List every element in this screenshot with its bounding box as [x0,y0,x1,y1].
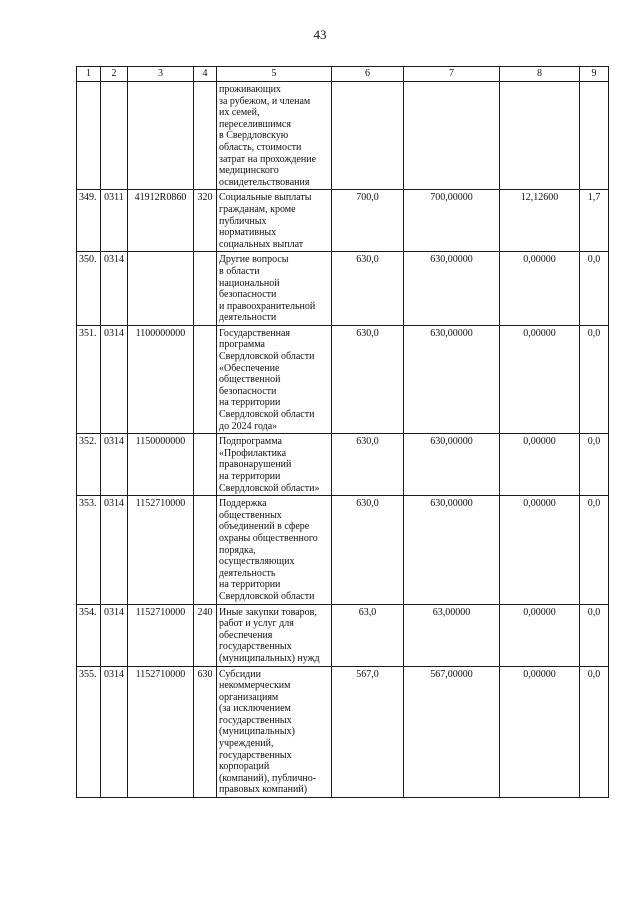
header-cell: 2 [101,67,128,82]
budget-table [76,66,609,798]
table-body [77,82,609,798]
percent-cell: 0,0 [580,604,609,666]
executed-amount-cell [500,82,580,190]
percent-cell: 0,0 [580,666,609,798]
executed-amount-cell: 0,00000 [500,604,580,666]
target-code-cell [128,252,194,326]
percent-cell: 0,0 [580,325,609,433]
table-row [77,190,609,252]
row-number-cell: 351. [77,325,101,433]
header-cell: 4 [194,67,217,82]
section-code-cell: 0314 [101,604,128,666]
item-name-cell: Поддержка общественных объединений в сфере охраны общественного порядка, осуществляющих деятельность на территории Свердловской области [217,496,332,604]
percent-cell [580,82,609,190]
percent-cell: 1,7 [580,190,609,252]
expense-type-cell [194,434,217,496]
expense-type-cell [194,325,217,433]
target-code-cell: 1152710000 [128,496,194,604]
header-cell: 8 [500,67,580,82]
percent-cell: 0,0 [580,496,609,604]
target-code-cell: 1150000000 [128,434,194,496]
table-row [77,604,609,666]
row-number-cell: 352. [77,434,101,496]
target-code-cell: 1100000000 [128,325,194,433]
section-code-cell: 0314 [101,325,128,433]
row-number-cell: 355. [77,666,101,798]
page-number: 43 [313,27,327,42]
row-number-cell [77,82,101,190]
target-code-cell: 1152710000 [128,604,194,666]
approved-amount-cell: 700,00000 [404,190,500,252]
header-row [77,67,609,82]
executed-amount-cell: 0,00000 [500,252,580,326]
expense-type-cell: 630 [194,666,217,798]
header-cell: 9 [580,67,609,82]
section-code-cell [101,82,128,190]
header-cell: 1 [77,67,101,82]
row-number-cell: 350. [77,252,101,326]
percent-cell: 0,0 [580,252,609,326]
header-cell: 7 [404,67,500,82]
executed-amount-cell: 0,00000 [500,666,580,798]
executed-amount-cell: 0,00000 [500,496,580,604]
target-code-cell: 41912R0860 [128,190,194,252]
target-code-cell: 1152710000 [128,666,194,798]
percent-cell: 0,0 [580,434,609,496]
item-name-cell: Государственная программа Свердловской области «Обеспечение общественной безопасности на территории Свердловской области до 2024 года» [217,325,332,433]
table-row [77,666,609,798]
item-name-cell: Иные закупки товаров, работ и услуг для обеспечения государственных (муниципальных) нужд [217,604,332,666]
section-code-cell: 0314 [101,666,128,798]
executed-amount-cell: 12,12600 [500,190,580,252]
approved-amount-cell [404,82,500,190]
planned-amount-cell: 630,0 [332,325,404,433]
table-row [77,325,609,433]
planned-amount-cell: 630,0 [332,434,404,496]
expense-type-cell: 320 [194,190,217,252]
section-code-cell: 0311 [101,190,128,252]
approved-amount-cell: 630,00000 [404,496,500,604]
planned-amount-cell: 630,0 [332,252,404,326]
approved-amount-cell: 63,00000 [404,604,500,666]
item-name-cell: проживающих за рубежом, и членам их семей, переселившимся в Свердловскую область, стоимости затрат на прохождение медицинского освидетельствования [217,82,332,190]
row-number-cell: 354. [77,604,101,666]
item-name-cell: Подпрограмма «Профилактика правонарушений на территории Свердловской области» [217,434,332,496]
item-name-cell: Другие вопросы в области национальной безопасности и правоохранительной деятельности [217,252,332,326]
approved-amount-cell: 630,00000 [404,325,500,433]
header-cell: 3 [128,67,194,82]
table-row [77,434,609,496]
planned-amount-cell [332,82,404,190]
executed-amount-cell: 0,00000 [500,325,580,433]
expense-type-cell [194,496,217,604]
expense-type-cell [194,252,217,326]
header-cell: 6 [332,67,404,82]
expense-type-cell: 240 [194,604,217,666]
approved-amount-cell: 567,00000 [404,666,500,798]
approved-amount-cell: 630,00000 [404,434,500,496]
expense-type-cell [194,82,217,190]
section-code-cell: 0314 [101,434,128,496]
planned-amount-cell: 700,0 [332,190,404,252]
planned-amount-cell: 567,0 [332,666,404,798]
item-name-cell: Социальные выплаты гражданам, кроме публичных нормативных социальных выплат [217,190,332,252]
row-number-cell: 353. [77,496,101,604]
table-row [77,82,609,190]
table-row [77,496,609,604]
section-code-cell: 0314 [101,252,128,326]
row-number-cell: 349. [77,190,101,252]
planned-amount-cell: 63,0 [332,604,404,666]
planned-amount-cell: 630,0 [332,496,404,604]
table-row [77,252,609,326]
header-cell: 5 [217,67,332,82]
section-code-cell: 0314 [101,496,128,604]
item-name-cell: Субсидии некоммерческим организациям (за исключением государственных (муниципальных) учреждений, государственных корпораций (компаний), публично- правовых компаний) [217,666,332,798]
executed-amount-cell: 0,00000 [500,434,580,496]
approved-amount-cell: 630,00000 [404,252,500,326]
target-code-cell [128,82,194,190]
